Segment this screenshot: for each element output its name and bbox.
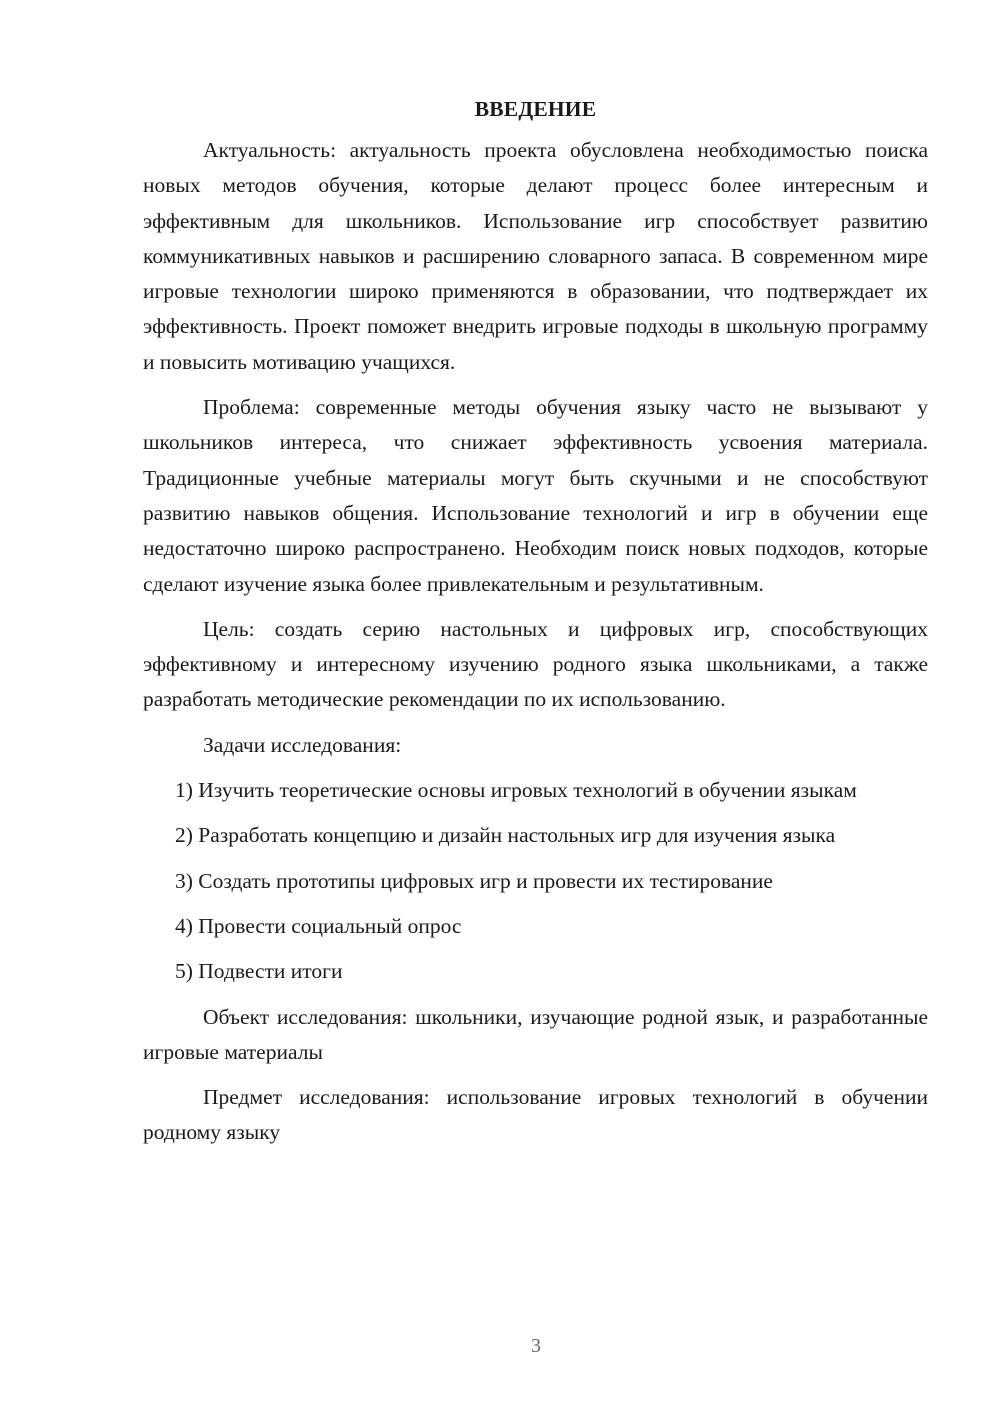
task-item-3: 3) Создать прототипы цифровых игр и провести их тестирование: [175, 868, 773, 893]
paragraph-subject: Предмет исследования: использование игровых технологий в обучении родному языку: [143, 1085, 928, 1145]
section-title: ВВЕДЕНИЕ: [474, 97, 597, 121]
task-item-4: 4) Провести социальный опрос: [175, 913, 462, 938]
page-number: 3: [531, 1335, 541, 1357]
document-body: [143, 92, 928, 1161]
task-item-5: 5) Подвести итоги: [175, 959, 343, 984]
paragraph-problem: Проблема: современные методы обучения языку часто не вызывают у школьников интереса, что снижает эффективность усвоения материала. Традиционные учебные материалы могут быть скучными и не способствуют развитию навыков общения. Использование технологий и игр в обучении еще недостаточно широко распространено. Необходим поиск новых подходов, которые сделают изучение языка более привлекательным и результативным.: [143, 395, 928, 596]
paragraph-object: Объект исследования: школьники, изучающие родной язык, и разработанные игровые материалы: [143, 1004, 928, 1064]
task-item-1: 1) Изучить теоретические основы игровых технологий в обучении языкам: [175, 778, 857, 803]
paragraph-relevance: Актуальность: актуальность проекта обусловлена необходимостью поиска новых методов обучения, которые делают процесс более интересным и эффективным для школьников. Использование игр способствует развитию коммуникативных навыков и расширению словарного запаса. В современном мире игровые технологии широко применяются в образовании, что подтверждает их эффективность. Проект поможет внедрить игровые подходы в школьную программу и повысить мотивацию учащихся.: [143, 138, 928, 374]
tasks-heading: Задачи исследования:: [203, 732, 402, 757]
paragraph-goal: Цель: создать серию настольных и цифровых игр, способствующих эффективному и интересному изучению родного языка школьниками, а также разработать методические рекомендации по их использованию.: [143, 616, 928, 712]
task-item-2: 2) Разработать концепцию и дизайн настольных игр для изучения языка: [175, 823, 836, 848]
